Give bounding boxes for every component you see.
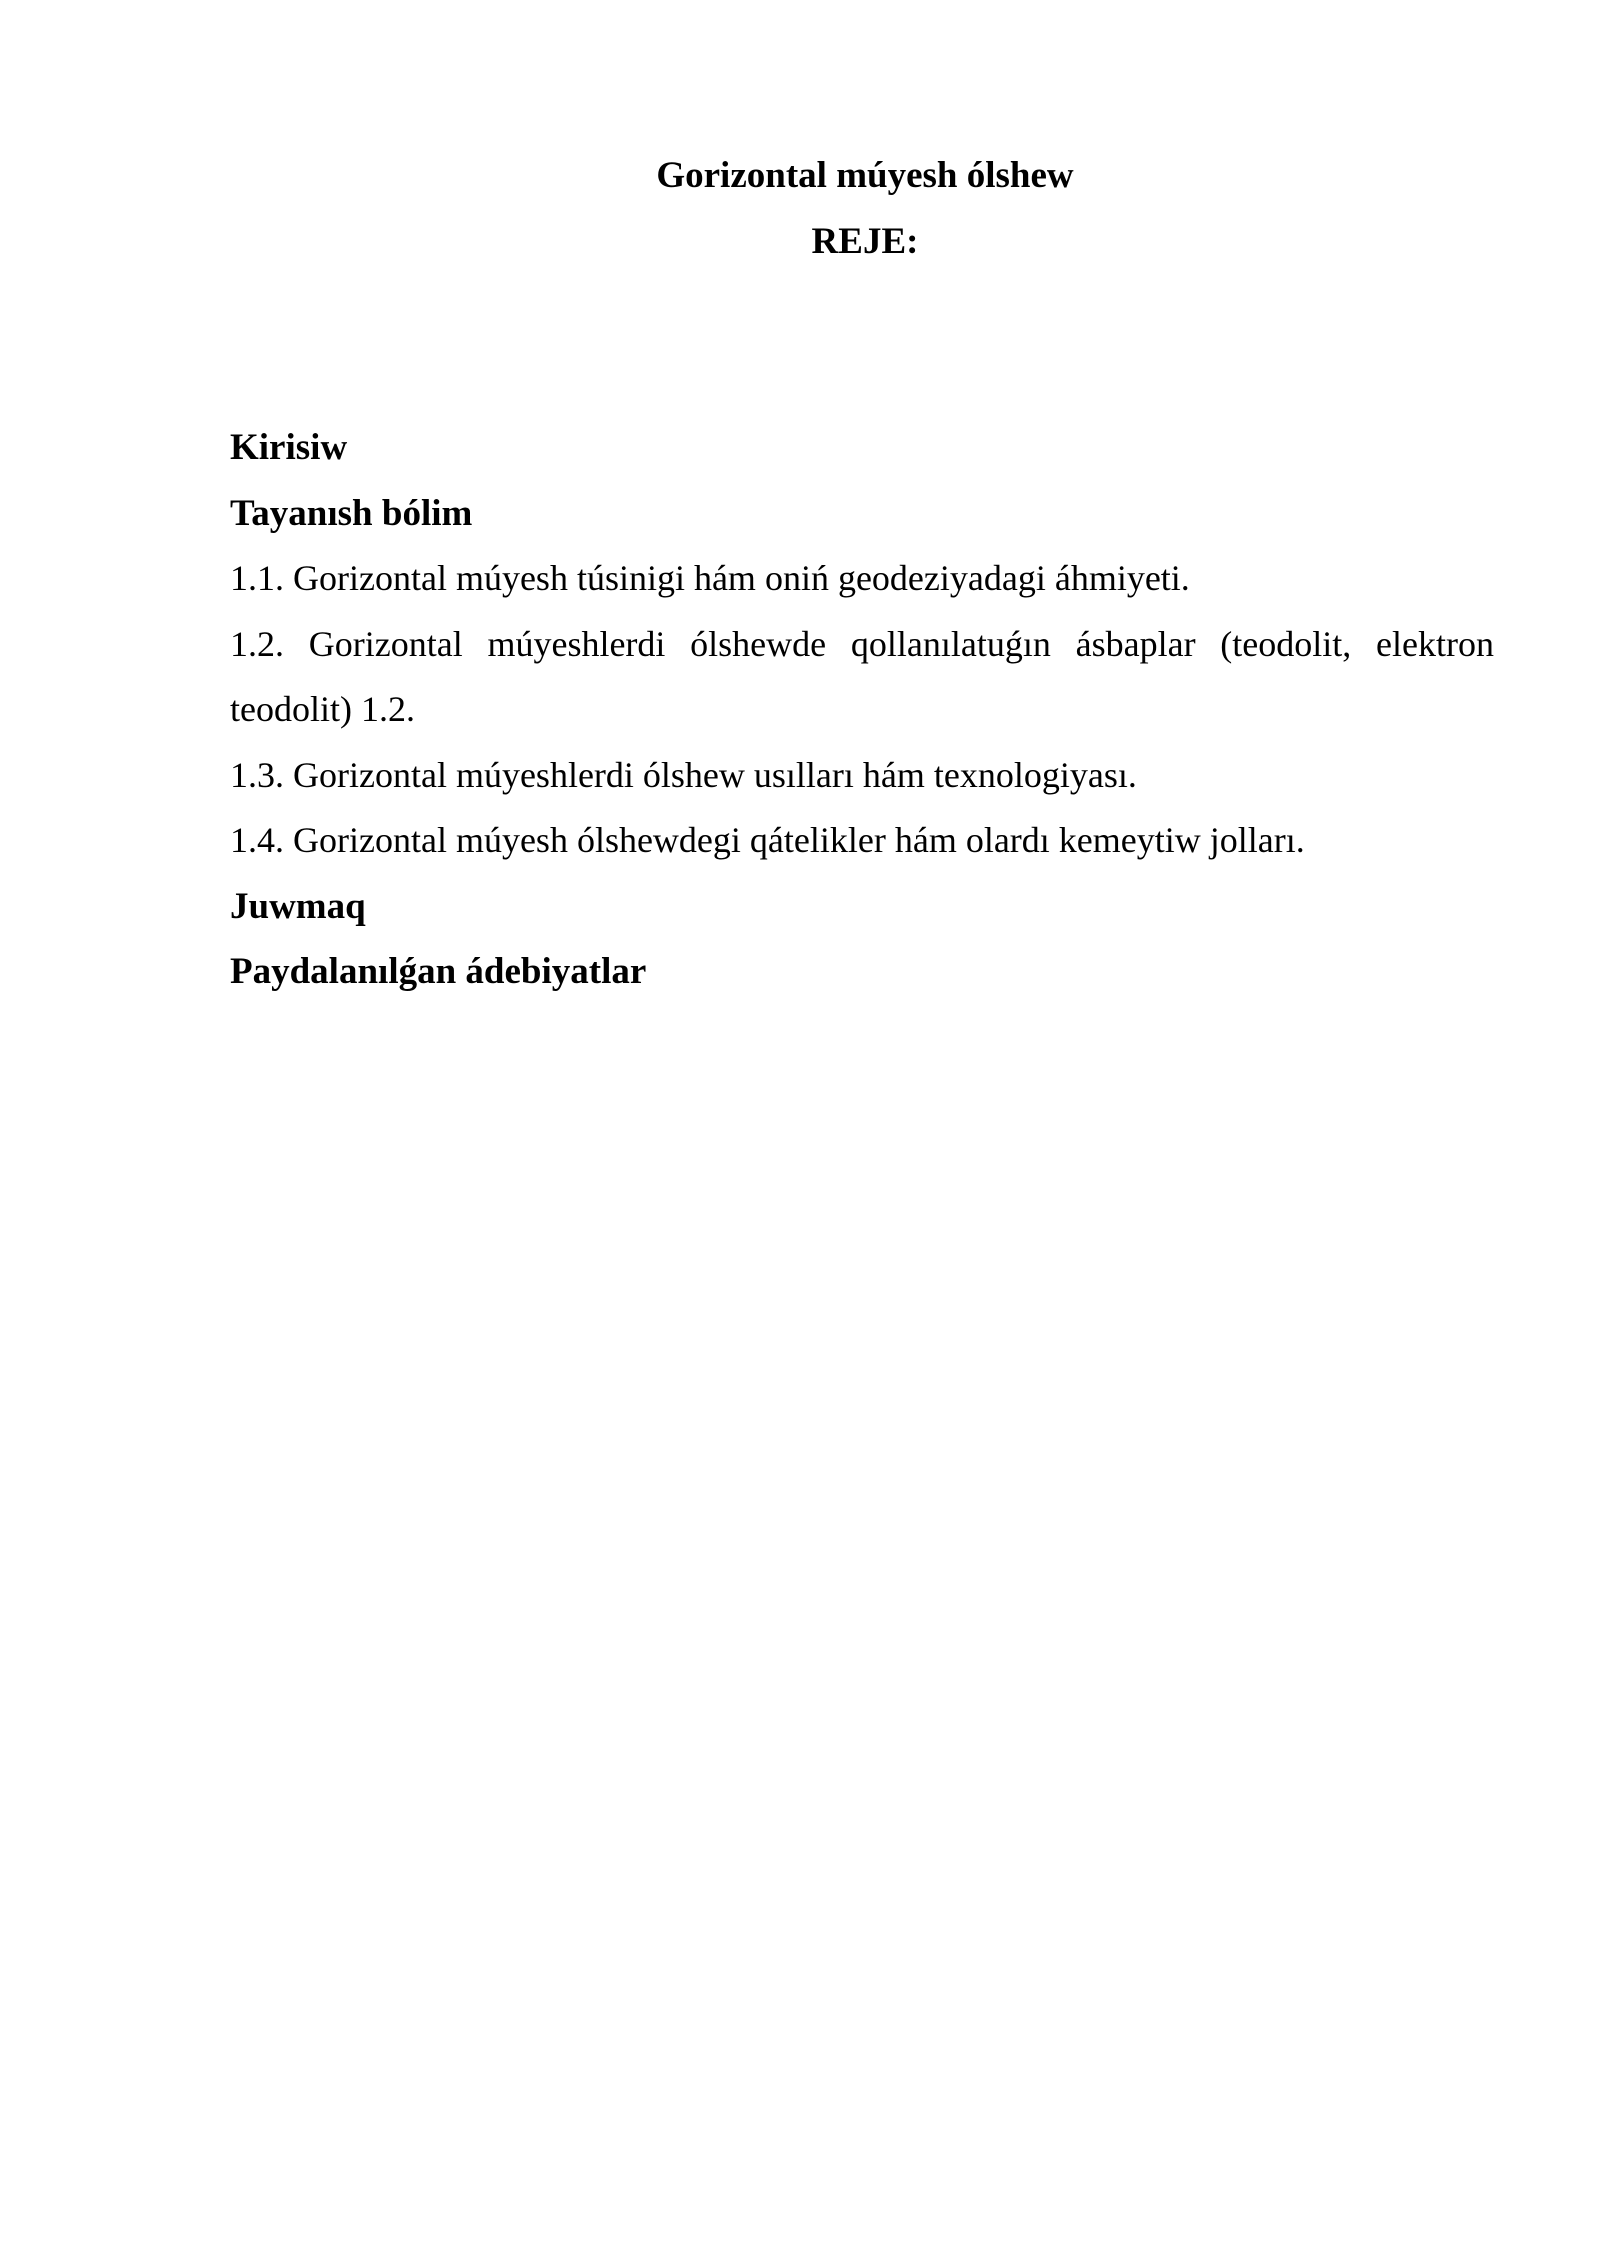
table-of-contents [230, 415, 1494, 1005]
toc-conclusion: Juwmaq [230, 885, 366, 927]
toc-references: Paydalanılǵan ádebiyatlar [230, 951, 647, 992]
toc-item-1-1: 1.1. Gorizontal múyesh túsinigi hám oniń geodeziyadagi áhmiyeti. [230, 558, 1190, 598]
toc-item-1-4: 1.4. Gorizontal múyesh ólshewdegi qátelikler hám olardı kemeytiw jolları. [230, 820, 1305, 860]
toc-item-1-2: 1.2. Gorizontal múyeshlerdi ólshewde qollanılatuǵın ásbaplar (teodolit, elektron teodolit) 1.2. [230, 623, 1494, 729]
toc-intro: Kirisiw [230, 427, 348, 468]
toc-main-part: Tayanısh bólim [230, 492, 473, 534]
toc-item-1-3: 1.3. Gorizontal múyeshlerdi ólshew usılları hám texnologiyası. [230, 754, 1137, 795]
plan-heading: REJE: [811, 221, 919, 262]
document-title: Gorizontal múyesh ólshew [656, 155, 1074, 196]
